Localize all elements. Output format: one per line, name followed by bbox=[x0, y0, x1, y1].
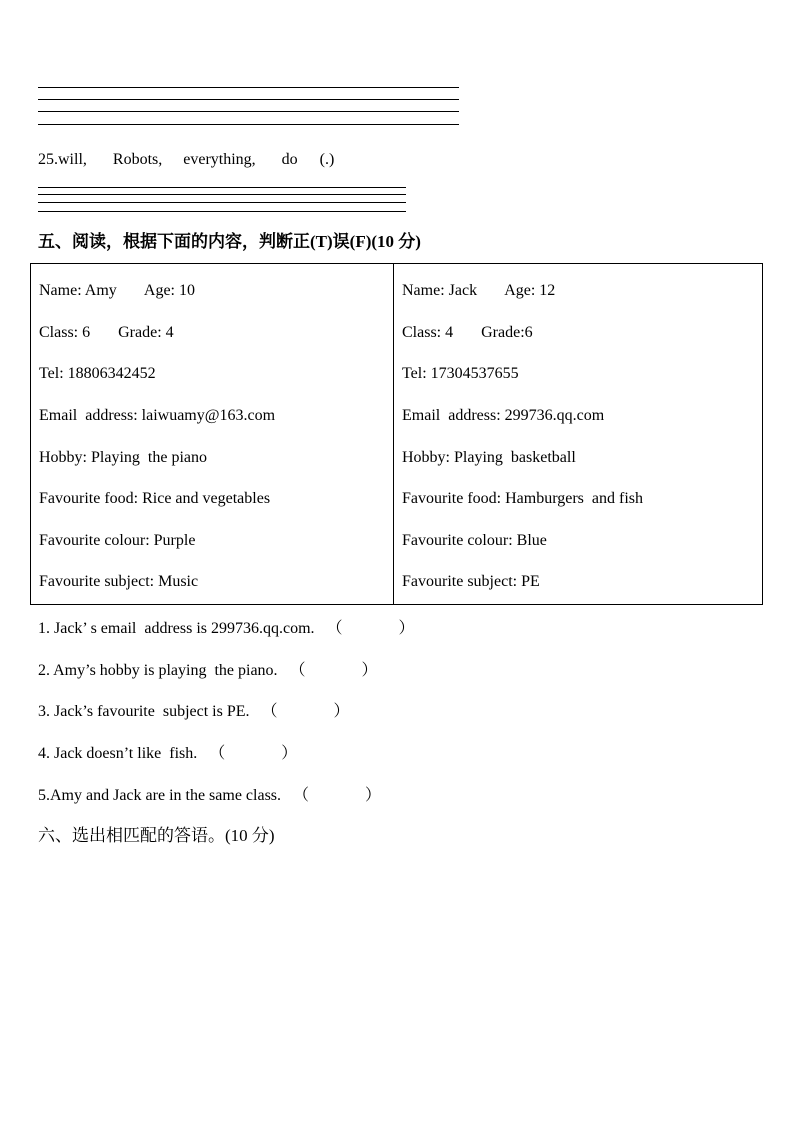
profile-table bbox=[30, 263, 763, 605]
question-text: 4. Jack doesn’t like fish. bbox=[38, 745, 198, 762]
question-text: 1. Jack’ s email address is 299736.qq.com. bbox=[38, 620, 315, 637]
jack-subject: Favourite subject: PE bbox=[402, 573, 540, 590]
amy-hobby: Hobby: Playing the piano bbox=[39, 449, 207, 466]
word: do bbox=[281, 151, 298, 168]
word: everything, bbox=[183, 151, 256, 168]
tf-question-3 bbox=[38, 702, 350, 722]
answer-blank[interactable]: （ ） bbox=[293, 787, 382, 804]
answer-line bbox=[38, 124, 459, 125]
jack-class-grade: Class: 4 Grade:6 bbox=[402, 324, 533, 341]
question-text: 5.Amy and Jack are in the same class. bbox=[38, 787, 282, 804]
answer-line bbox=[38, 99, 459, 100]
amy-food: Favourite food: Rice and vegetables bbox=[39, 490, 271, 507]
answer-blank[interactable]: （ ） bbox=[326, 620, 415, 637]
section-5-title: 五、阅读，根据下面的内容，判断正(T)误(F)(10 分) bbox=[38, 232, 421, 251]
question-text: 2. Amy’s hobby is playing the piano. bbox=[38, 662, 278, 679]
jack-name-age: Name: Jack Age: 12 bbox=[402, 282, 556, 299]
answer-line bbox=[38, 87, 459, 88]
question-25 bbox=[38, 150, 334, 170]
word: (.) bbox=[319, 151, 335, 168]
word: Robots, bbox=[112, 151, 163, 168]
amy-tel: Tel: 18806342452 bbox=[39, 365, 156, 382]
tf-question-1 bbox=[38, 619, 415, 639]
jack-colour: Favourite colour: Blue bbox=[402, 532, 547, 549]
section-6-title: 六、选出相匹配的答语。(10 分) bbox=[38, 826, 275, 845]
amy-email: Email address: laiwuamy@163.com bbox=[39, 407, 276, 424]
amy-subject: Favourite subject: Music bbox=[39, 573, 199, 590]
answer-line bbox=[38, 194, 406, 195]
word: will, bbox=[58, 151, 87, 168]
tf-question-2 bbox=[38, 661, 378, 681]
amy-class-grade: Class: 6 Grade: 4 bbox=[39, 324, 174, 341]
answer-line bbox=[38, 187, 406, 188]
answer-blank[interactable]: （ ） bbox=[261, 703, 350, 720]
answer-line bbox=[38, 202, 406, 203]
tf-question-5 bbox=[38, 786, 381, 806]
jack-hobby: Hobby: Playing basketball bbox=[402, 449, 576, 466]
question-25-number: 25. bbox=[38, 151, 58, 168]
amy-colour: Favourite colour: Purple bbox=[39, 532, 196, 549]
answer-line bbox=[38, 111, 459, 112]
tf-question-4 bbox=[38, 744, 297, 764]
jack-food: Favourite food: Hamburgers and fish bbox=[402, 490, 643, 507]
answer-blank[interactable]: （ ） bbox=[289, 662, 378, 679]
table-divider bbox=[393, 264, 394, 604]
answer-blank[interactable]: （ ） bbox=[209, 745, 298, 762]
answer-line bbox=[38, 211, 406, 212]
jack-email: Email address: 299736.qq.com bbox=[402, 407, 605, 424]
jack-tel: Tel: 17304537655 bbox=[402, 365, 519, 382]
amy-name-age: Name: Amy Age: 10 bbox=[39, 282, 195, 299]
question-text: 3. Jack’s favourite subject is PE. bbox=[38, 703, 250, 720]
